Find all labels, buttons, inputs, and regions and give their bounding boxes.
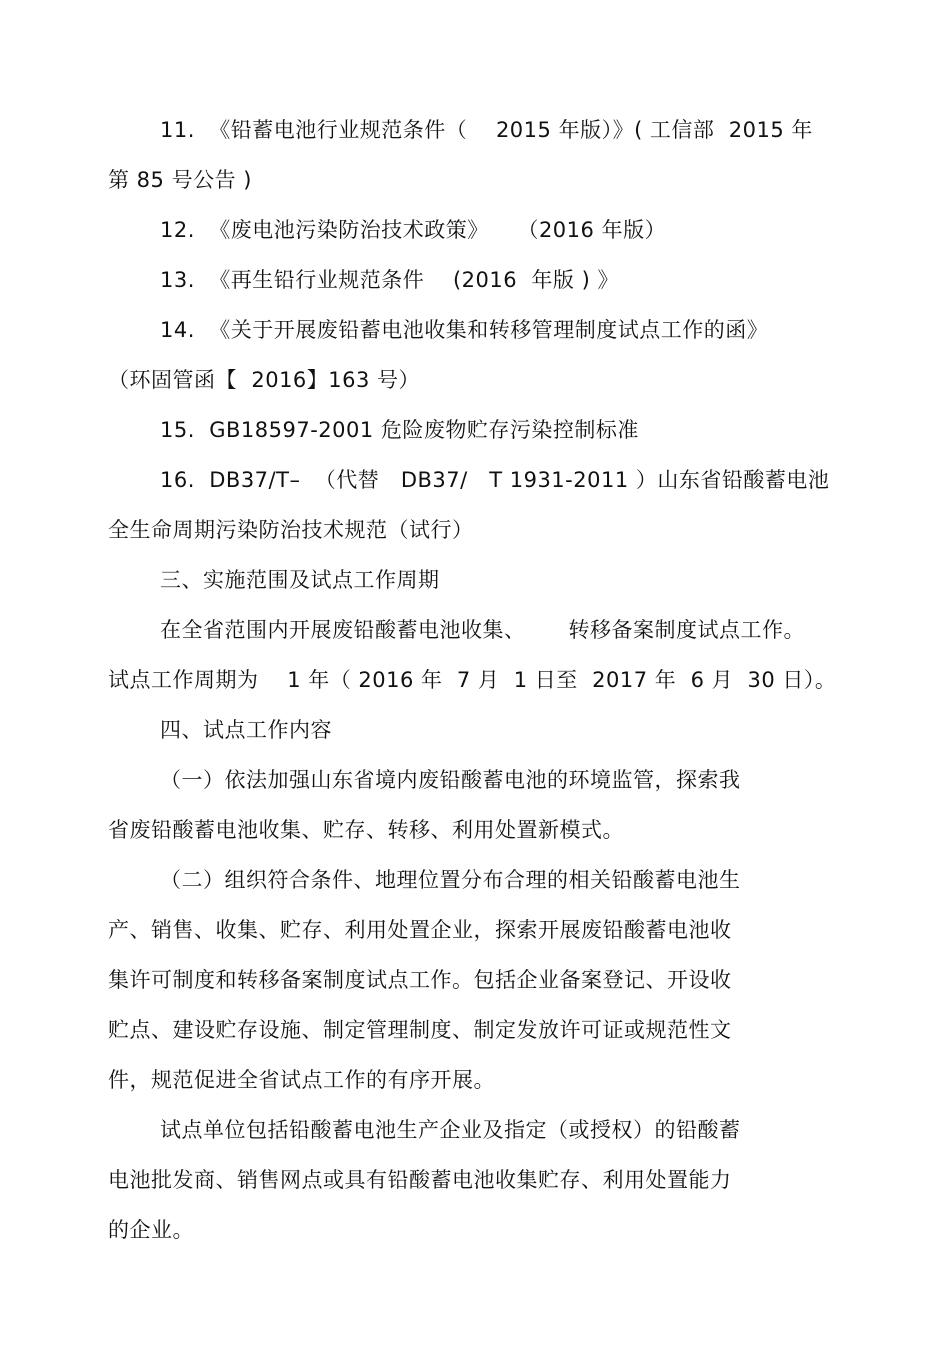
scope-paragraph-line-2: 试点工作周期为 1 年（ 2016 年 7 月 1 日至 2017 年 6 月 30 日）。 [108, 668, 837, 692]
item-1-line-1: （一）依法加强山东省境内废铅酸蓄电池的环境监管，探索我 [160, 768, 741, 792]
pilot-units-line-2: 电池批发商、销售网点或具有铅酸蓄电池收集贮存、利用处置能力 [108, 1168, 732, 1192]
section-heading-scope: 三、实施范围及试点工作周期 [160, 568, 440, 592]
reference-13: 13. 《再生铅行业规范条件 (2016 年版 ) 》 [160, 268, 619, 292]
reference-14-line-1: 14. 《关于开展废铅蓄电池收集和转移管理制度试点工作的函》 [160, 318, 769, 342]
reference-16-line-1: 16. DB37/T– （代替 DB37/ T 1931-2011 ）山东省铅酸蓄电池 [160, 468, 830, 492]
reference-16-line-2: 全生命周期污染防治技术规范（试行） [108, 518, 474, 542]
item-2-line-3: 集许可制度和转移备案制度试点工作。包括企业备案登记、开设收 [108, 968, 732, 992]
item-2-line-2: 产、销售、收集、贮存、利用处置企业，探索开展废铅酸蓄电池收 [108, 918, 732, 942]
reference-15: 15. GB18597-2001 危险废物贮存污染控制标准 [160, 418, 639, 442]
item-2-line-5: 件，规范促进全省试点工作的有序开展。 [108, 1068, 495, 1092]
pilot-units-line-3: 的企业。 [108, 1218, 194, 1242]
reference-12: 12. 《废电池污染防治技术政策》 （2016 年版） [160, 218, 667, 242]
section-heading-content: 四、试点工作内容 [160, 718, 332, 742]
pilot-units-line-1: 试点单位包括铅酸蓄电池生产企业及指定（或授权）的铅酸蓄 [160, 1118, 741, 1142]
reference-11-line-1: 11. 《铅蓄电池行业规范条件（ 2015 年版）》( 工信部 2015 年 [160, 118, 813, 142]
reference-11-line-2: 第 85 号公告 ) [108, 168, 252, 192]
item-2-line-4: 贮点、建设贮存设施、制定管理制度、制定发放许可证或规范性文 [108, 1018, 732, 1042]
item-2-line-1: （二）组织符合条件、地理位置分布合理的相关铅酸蓄电池生 [160, 868, 741, 892]
reference-14-line-2: （环固管函【 2016】163 号） [108, 368, 421, 392]
scope-paragraph-line-1: 在全省范围内开展废铅酸蓄电池收集、 转移备案制度试点工作。 [160, 618, 806, 642]
item-1-line-2: 省废铅酸蓄电池收集、贮存、转移、利用处置新模式。 [108, 818, 624, 842]
